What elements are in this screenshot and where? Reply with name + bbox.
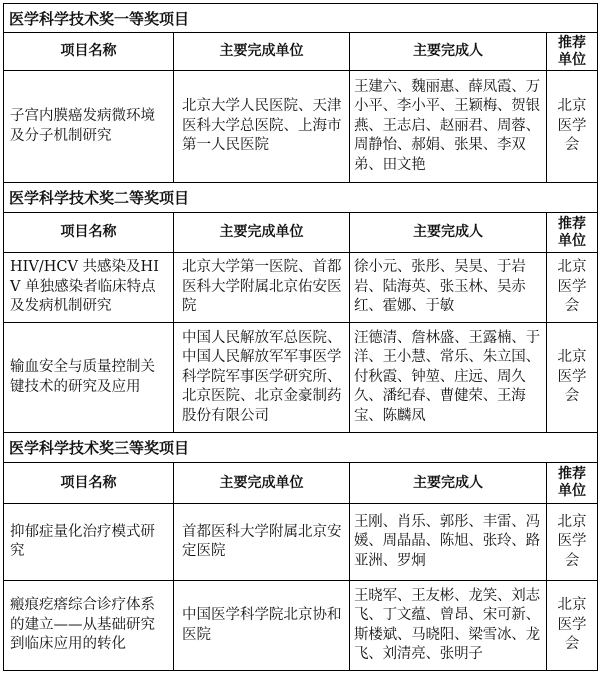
header-name: 项目名称 xyxy=(4,33,174,71)
section-title-row xyxy=(4,433,598,463)
section-title: 医学科学技术奖二等奖项目 xyxy=(4,183,598,213)
header-recommend: 推荐单位 xyxy=(547,33,598,71)
project-name: 抑郁症量化治疗模式研究 xyxy=(4,504,174,581)
recommending-unit: 北京医学会 xyxy=(547,323,598,433)
table-row xyxy=(4,581,598,671)
header-recommend: 推荐单位 xyxy=(547,213,598,253)
header-name: 项目名称 xyxy=(4,213,174,253)
header-row xyxy=(4,463,598,504)
header-name: 项目名称 xyxy=(4,463,174,504)
header-unit: 主要完成单位 xyxy=(174,463,350,504)
recommending-unit: 北京医学会 xyxy=(547,71,598,183)
section-title: 医学科学技术奖一等奖项目 xyxy=(4,4,598,33)
table-row xyxy=(4,71,598,183)
project-name: HIV/HCV 共感染及HIV 单独感染者临床特点及发病机制研究 xyxy=(4,253,174,323)
completing-unit: 北京大学第一医院、首都医科大学附属北京佑安医院 xyxy=(174,253,350,323)
section-title-row xyxy=(4,4,598,33)
completing-people: 汪德清、詹林盛、王露楠、于洋、王小慧、常乐、朱立国、付秋霞、钟堃、庄远、周久久、潘纪春、曹健荣、王海宝、陈麟凤 xyxy=(350,323,547,433)
recommending-unit: 北京医学会 xyxy=(547,581,598,671)
completing-unit: 中国人民解放军总医院、中国人民解放军军事医学科学院军事医学研究所、北京医院、北京金豪制药股份有限公司 xyxy=(174,323,350,433)
table-row xyxy=(4,323,598,433)
completing-people: 王建六、魏丽惠、薛凤霞、万小平、李小平、王颖梅、贺银燕、王志启、赵丽君、周蓉、周静怡、郝娟、张果、李双弟、田文艳 xyxy=(350,71,547,183)
project-name: 瘢痕疙瘩综合诊疗体系的建立——从基础研究到临床应用的转化 xyxy=(4,581,174,671)
completing-people: 徐小元、张彤、吴昊、于岩岩、陆海英、张玉林、吴赤红、霍娜、于敏 xyxy=(350,253,547,323)
header-people: 主要完成人 xyxy=(350,33,547,71)
header-unit: 主要完成单位 xyxy=(174,213,350,253)
header-row xyxy=(4,33,598,71)
project-name: 输血安全与质量控制关键技术的研究及应用 xyxy=(4,323,174,433)
completing-people: 王刚、肖乐、郭彤、丰雷、冯媛、周晶晶、陈旭、张玲、路亚洲、罗炯 xyxy=(350,504,547,581)
section-title-row xyxy=(4,183,598,213)
header-people: 主要完成人 xyxy=(350,213,547,253)
header-row xyxy=(4,213,598,253)
header-recommend: 推荐单位 xyxy=(547,463,598,504)
completing-unit: 中国医学科学院北京协和医院 xyxy=(174,581,350,671)
completing-unit: 首都医科大学附属北京安定医院 xyxy=(174,504,350,581)
table-row xyxy=(4,504,598,581)
project-name: 子宫内膜癌发病微环境及分子机制研究 xyxy=(4,71,174,183)
recommending-unit: 北京医学会 xyxy=(547,253,598,323)
section-title: 医学科学技术奖三等奖项目 xyxy=(4,433,598,463)
recommending-unit: 北京医学会 xyxy=(547,504,598,581)
completing-people: 王晓军、王友彬、龙笑、刘志飞、丁文蕴、曾昂、宋可新、斯楼斌、马晓阳、梁雪冰、龙飞、刘清亮、张明子 xyxy=(350,581,547,671)
award-table xyxy=(3,3,598,671)
header-people: 主要完成人 xyxy=(350,463,547,504)
table-row xyxy=(4,253,598,323)
award-document xyxy=(3,3,597,671)
completing-unit: 北京大学人民医院、天津医科大学总医院、上海市第一人民医院 xyxy=(174,71,350,183)
header-unit: 主要完成单位 xyxy=(174,33,350,71)
